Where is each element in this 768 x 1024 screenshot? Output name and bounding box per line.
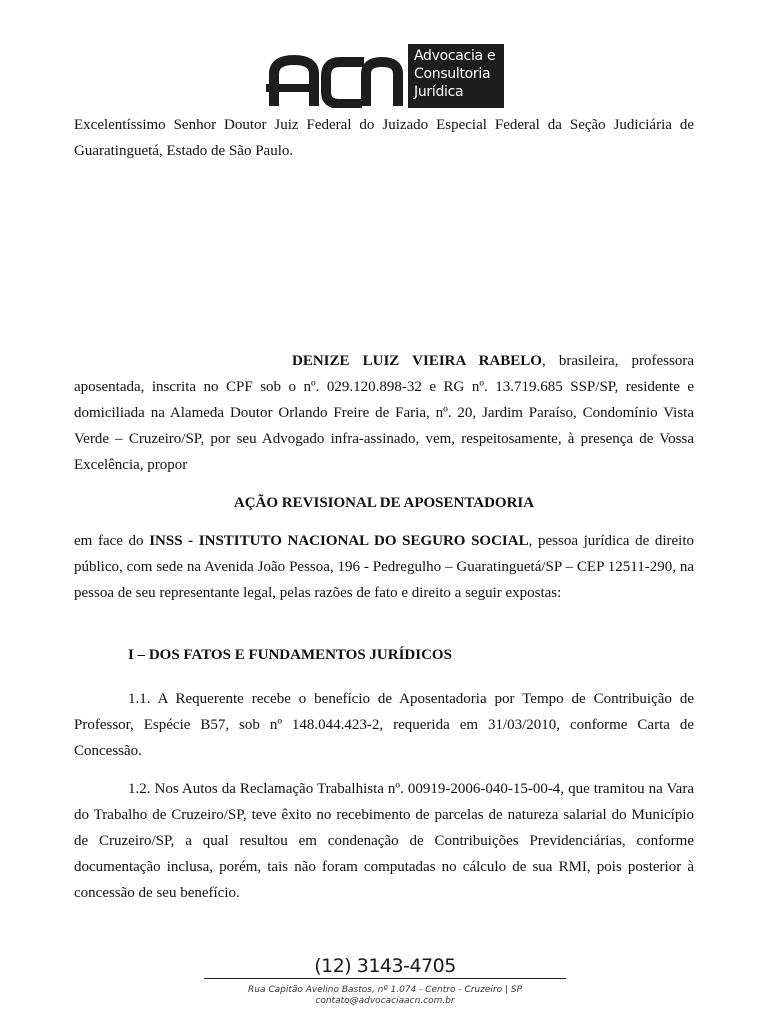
defendant-paragraph — [74, 528, 694, 606]
section-title: I – DOS FATOS E FUNDAMENTOS JURÍDICOS — [128, 647, 452, 663]
party-name: DENIZE LUIZ VIEIRA RABELO — [292, 353, 542, 369]
item-2-paragraph: 1.2. Nos Autos da Reclamação Trabalhista nº. 00919-2006-040-15-00-4, que tramitou na Vara do Trabalho de Cruzeiro/SP, teve êxito no recebimento de parcelas de natureza salarial do Município de Cruzeiro/SP, a qual resultou em condenação de Contribuições Previdenciárias, conforme documentação inclusa, porém, tais não foram computadas no cálculo de sua RMI, pois posterior à concessão de seu benefício. — [74, 781, 694, 901]
party-details: , brasileira, professora aposentada, inscrita no CPF sob o nº. 029.120.898-32 e RG nº. 13.719.685 SSP/SP, residente e domiciliada na Alameda Doutor Orlando Freire de Faria, nº. 20, Jardim Paraíso, Condomínio Vista Verde – Cruzeiro/SP, por seu Advogado infra-assinado, vem, respeitosamente, à presença de Vossa Excelência, propor — [74, 353, 695, 473]
addressee-paragraph: Excelentíssimo Senhor Doutor Juiz Federal do Juizado Especial Federal da Seção Judiciária de Guaratinguetá, Estado de São Paulo. — [74, 117, 694, 159]
footer-address: Rua Capitão Avelino Bastos, nº 1.074 - Centro - Cruzeiro | SP — [248, 985, 522, 995]
defendant-details: , pessoa jurídica de direito público, com sede na Avenida João Pessoa, 196 - Pedregulho – Guaratinguetá/SP – CEP 12511-290, na pessoa de seu representante legal, pelas razões de fato e direito a seguir expostas: — [74, 533, 695, 601]
item-1-paragraph: 1.1. A Requerente recebe o benefício de Aposentadoria por Tempo de Contribuição de Professor, Espécie B57, sob nº 148.044.423-2, requerida em 31/03/2010, conforme Carta de Concessão. — [74, 691, 694, 759]
footer-divider — [204, 978, 566, 979]
footer-phone: (12) 3143-4705 — [314, 955, 456, 977]
logo-line-2: Consultoria — [414, 66, 491, 82]
defendant-name: INSS - INSTITUTO NACIONAL DO SEGURO SOCIAL — [149, 533, 529, 549]
footer-email: contato@advocaciaacn.com.br — [315, 996, 455, 1006]
logo-text-box — [408, 44, 504, 108]
party-paragraph — [74, 348, 694, 478]
firm-logo — [266, 44, 504, 108]
defendant-prefix: em face do — [74, 533, 150, 549]
logo-line-1: Advocacia e — [414, 48, 496, 64]
acn-logo-mark — [266, 44, 408, 108]
action-title: AÇÃO REVISIONAL DE APOSENTADORIA — [233, 495, 535, 511]
logo-line-3: Jurídica — [414, 84, 464, 100]
